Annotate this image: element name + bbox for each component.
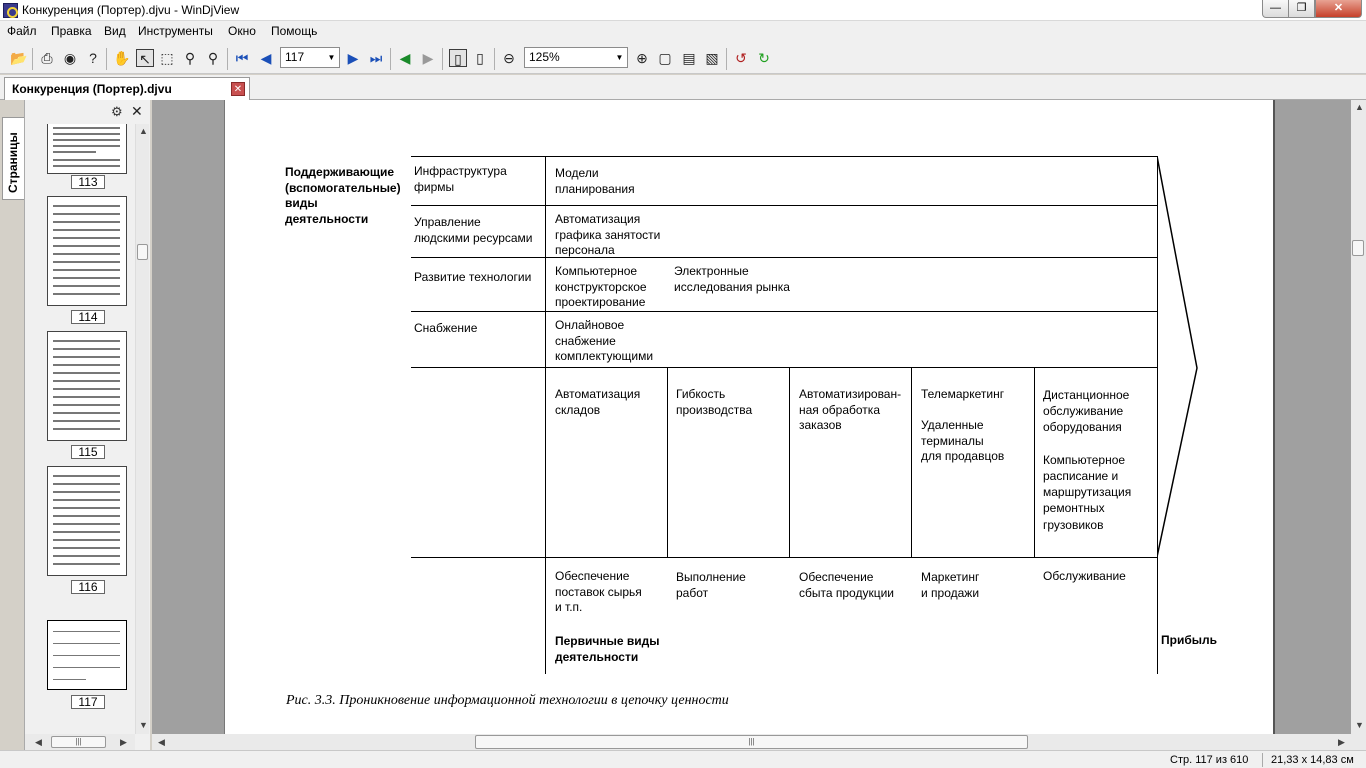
figure-caption: Рис. 3.3. Проникновение информационной технологии в цепочку ценности — [286, 693, 729, 708]
thumbnail-label: 115 — [71, 445, 105, 459]
pages-panel-tab-label: Страницы — [6, 132, 20, 193]
primary-activity-label: Выполнение работ — [676, 570, 746, 600]
help-icon[interactable]: ? — [89, 50, 97, 66]
scroll-left-icon[interactable]: ◀ — [158, 737, 165, 747]
document-tab[interactable] — [4, 77, 250, 100]
primary-activity-label: Обслуживание — [1043, 569, 1126, 583]
thumbnail-page[interactable] — [47, 124, 127, 174]
support-row-name: Управление людскими ресурсами — [414, 215, 533, 245]
menu-window[interactable]: Окно — [228, 24, 256, 38]
next-page-icon[interactable]: ▶ — [347, 50, 359, 66]
toolbar-separator — [390, 48, 391, 70]
thumbnails-panel — [24, 100, 150, 750]
minimize-button[interactable]: — — [1262, 0, 1289, 18]
support-row-name: Инфраструктура фирмы — [414, 164, 507, 194]
value-chain-arrow — [1157, 156, 1202, 559]
fit-page-icon[interactable]: ▢ — [658, 50, 672, 66]
support-row-item: Модели планирования — [555, 166, 635, 196]
menu-file[interactable]: Файл — [7, 24, 37, 38]
fit-width-icon[interactable]: ▤ — [682, 50, 696, 66]
single-page-icon[interactable]: ▯ — [449, 49, 467, 67]
zoom-rect-icon[interactable]: ⚲ — [207, 50, 219, 66]
thumbnail-page[interactable] — [47, 196, 127, 306]
scroll-down-icon[interactable]: ▼ — [139, 720, 148, 730]
profit-label: Прибыль — [1161, 633, 1217, 647]
primary-cell: Автоматизация складов — [555, 387, 641, 417]
rotate-right-icon[interactable]: ↻ — [758, 50, 770, 66]
toolbar-separator — [442, 48, 443, 70]
zoom-value: 125% — [529, 50, 560, 64]
toolbar-separator — [494, 48, 495, 70]
status-bar — [0, 750, 1366, 768]
zoom-icon[interactable]: ⚲ — [184, 50, 196, 66]
scrollbar-thumb[interactable]: ||| — [51, 736, 106, 748]
last-page-icon[interactable]: ⏭ — [369, 50, 383, 66]
status-page-size: 21,33 x 14,83 см — [1271, 754, 1354, 766]
gear-icon[interactable]: ⚙ — [111, 104, 123, 119]
document-page — [224, 100, 1275, 734]
toolbar — [0, 42, 1366, 74]
thumbnail-list — [25, 124, 135, 734]
zoom-in-icon[interactable]: ⊕ — [636, 50, 648, 66]
support-row-item: Автоматизация графика занятости персонала — [555, 212, 661, 257]
thumbnails-hscrollbar[interactable] — [25, 734, 135, 750]
scroll-up-icon[interactable]: ▲ — [139, 126, 148, 136]
menu-help[interactable]: Помощь — [271, 24, 318, 38]
forward-icon[interactable]: ▶ — [422, 50, 434, 66]
support-row-name: Развитие технологии — [414, 270, 532, 284]
primary-activities-header: Первичные виды деятельности — [555, 634, 660, 664]
title-bar — [0, 0, 1366, 21]
thumbnail-page[interactable] — [47, 331, 127, 441]
primary-activity-label: Обеспечение сбыта продукции — [799, 570, 894, 600]
scrollbar-thumb[interactable]: ||| — [475, 735, 1028, 749]
back-icon[interactable]: ◀ — [399, 50, 411, 66]
thumbnail-label: 117 — [71, 695, 105, 709]
thumbnail-page-current[interactable] — [47, 620, 127, 690]
pages-panel-tab[interactable] — [2, 117, 24, 200]
viewer-hscrollbar[interactable] — [152, 734, 1366, 750]
primary-cell: Дистанционное обслуживание оборудования Компьютерное расписание и маршрутизация ремонтных грузовиков — [1043, 388, 1132, 532]
support-row-item: Электронные исследования рынка — [674, 264, 790, 294]
menu-edit[interactable]: Правка — [51, 24, 92, 38]
zoom-combo[interactable] — [524, 47, 628, 68]
close-panel-icon[interactable]: ✕ — [131, 103, 143, 119]
select-text-icon[interactable]: ↖ — [136, 49, 154, 67]
scroll-down-icon[interactable]: ▼ — [1355, 720, 1364, 730]
primary-cell: Гибкость производства — [676, 387, 753, 417]
page-number-combo[interactable] — [280, 47, 340, 68]
app-icon — [3, 3, 18, 18]
document-tab-label: Конкуренция (Портер).djvu — [12, 82, 172, 96]
rotate-left-icon[interactable]: ↺ — [735, 50, 747, 66]
zoom-out-icon[interactable]: ⊖ — [503, 50, 515, 66]
scroll-up-icon[interactable]: ▲ — [1355, 102, 1364, 112]
viewer-vscrollbar[interactable] — [1351, 100, 1366, 734]
document-tab-strip — [0, 75, 1366, 100]
hand-icon[interactable]: ✋ — [113, 50, 131, 66]
actual-size-icon[interactable]: ▧ — [705, 50, 719, 66]
scrollbar-thumb[interactable] — [1352, 240, 1364, 256]
open-icon[interactable]: 📂 — [10, 50, 28, 66]
find-icon[interactable]: ◉ — [63, 50, 77, 66]
support-row-name: Снабжение — [414, 321, 478, 335]
chevron-down-icon[interactable]: ▼ — [327, 53, 336, 62]
scrollbar-thumb[interactable] — [137, 244, 148, 260]
chevron-down-icon[interactable]: ▼ — [615, 53, 624, 62]
primary-cell: Телемаркетинг Удаленные терминалы для продавцов — [921, 387, 1005, 463]
primary-activity-label: Обеспечение поставок сырья и т.п. — [555, 569, 642, 614]
status-page: Стр. 117 из 610 — [1170, 754, 1249, 766]
thumbnails-header — [25, 100, 151, 124]
prev-page-icon[interactable]: ◀ — [260, 50, 272, 66]
support-row-item: Компьютерное конструкторское проектирование — [555, 264, 647, 309]
primary-activity-label: Маркетинг и продажи — [921, 570, 980, 600]
menu-bar — [0, 21, 1366, 42]
scroll-left-icon[interactable]: ◀ — [35, 737, 42, 747]
support-row-item: Онлайновое снабжение комплектующими — [555, 318, 654, 363]
scroll-right-icon[interactable]: ▶ — [1338, 737, 1345, 747]
two-pages-icon[interactable]: ▯ — [476, 50, 484, 66]
close-tab-icon[interactable]: ✕ — [231, 82, 245, 96]
primary-cell: Автоматизирован- ная обработка заказов — [799, 387, 902, 432]
menu-view[interactable]: Вид — [104, 24, 126, 38]
toolbar-separator — [726, 48, 727, 70]
window-title: Конкуренция (Портер).djvu - WinDjView — [22, 3, 240, 17]
select-rect-icon[interactable]: ⬚ — [160, 50, 174, 66]
page-number-value: 117 — [285, 50, 305, 64]
document-viewer — [152, 100, 1351, 734]
toolbar-separator — [32, 48, 33, 70]
first-page-icon[interactable]: ⏮ — [235, 50, 249, 66]
thumbnails-scrollbar[interactable] — [135, 124, 149, 734]
scroll-right-icon[interactable]: ▶ — [120, 737, 127, 747]
thumbnail-label: 113 — [71, 175, 105, 189]
print-icon[interactable]: ⎙ — [41, 50, 53, 66]
thumbnail-page[interactable] — [47, 466, 127, 576]
toolbar-separator — [106, 48, 107, 70]
thumbnail-label: 114 — [71, 310, 105, 324]
support-activities-header: Поддерживающие (вспомогательные) виды деятельности — [285, 165, 401, 226]
thumbnail-label: 116 — [71, 580, 105, 594]
menu-tools[interactable]: Инструменты — [138, 24, 213, 38]
toolbar-separator — [227, 48, 228, 70]
maximize-button[interactable]: ❐ — [1288, 0, 1315, 18]
close-button[interactable]: ✕ — [1315, 0, 1362, 18]
